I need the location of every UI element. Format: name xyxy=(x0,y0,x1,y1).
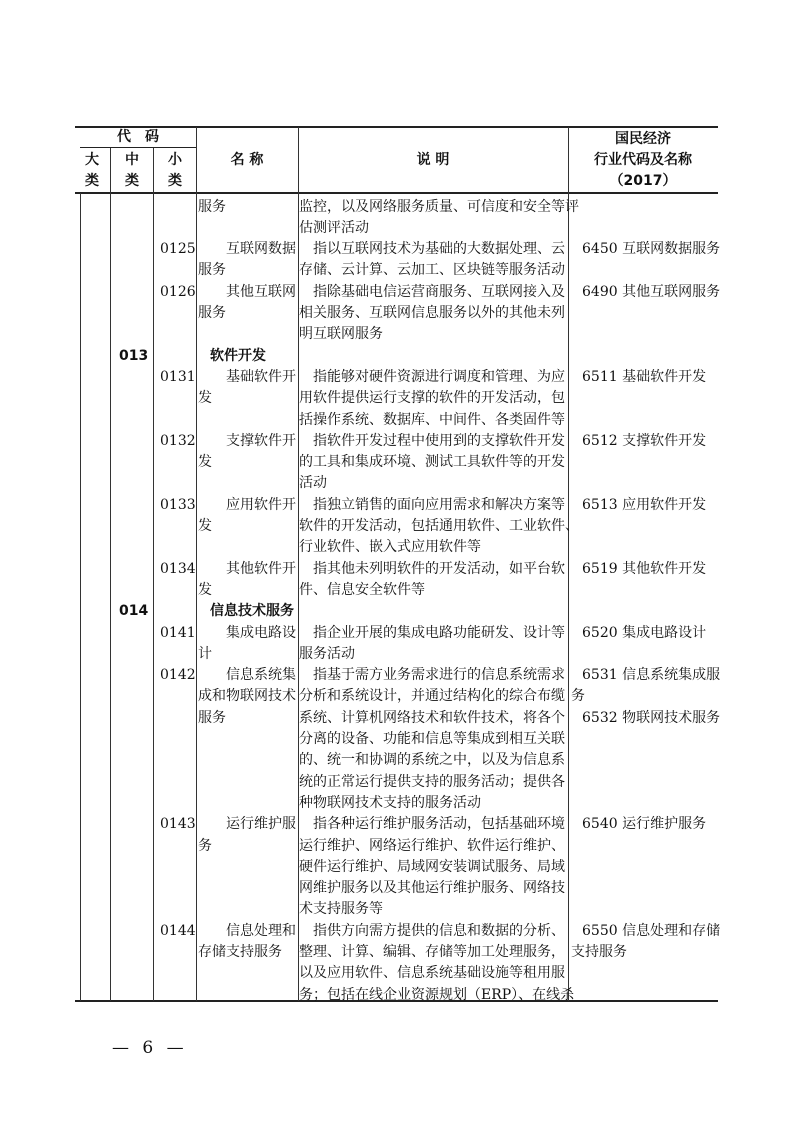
category-name: 服务 xyxy=(198,709,226,726)
category-description: 种物联网技术支持的服务活动 xyxy=(299,794,481,811)
category-name: 基础软件开 xyxy=(226,368,296,385)
category-name: 信息处理和 xyxy=(226,922,296,939)
industry-code-ref: 6540 运行维护服务 xyxy=(582,816,707,833)
category-description: 的工具和集成环境、测试工具软件等的开发 xyxy=(299,454,565,471)
category-description: 行业软件、嵌入式应用软件等 xyxy=(299,539,481,556)
category-description: 件、信息安全软件等 xyxy=(299,581,425,598)
industry-code-ref: 6512 支撑软件开发 xyxy=(582,432,707,449)
category-description: 指基于需方业务需求进行的信息系统需求 xyxy=(313,667,565,684)
minor-code: 0131 xyxy=(160,368,196,385)
industry-code-ref: 6513 应用软件开发 xyxy=(582,496,707,513)
category-name: 应用软件开 xyxy=(226,496,296,513)
industry-code-ref: 6490 其他互联网服务 xyxy=(582,283,721,300)
category-description: 以及应用软件、信息系统基础设施等租用服 xyxy=(299,965,565,982)
category-description: 用软件提供运行支撑的软件的开发活动，包 xyxy=(299,390,565,407)
category-name: 存储支持服务 xyxy=(198,944,282,960)
industry-code-ref: 6519 其他软件开发 xyxy=(582,560,707,577)
category-name: 信息系统集 xyxy=(226,667,296,684)
category-description: 括操作系统、数据库、中间件、各类固件等 xyxy=(299,411,565,428)
category-description: 统的正常运行提供支持的服务活动；提供各 xyxy=(299,773,565,790)
header-minor: 小类 xyxy=(168,152,182,189)
header-desc: 说 明 xyxy=(416,152,450,168)
minor-code: 0143 xyxy=(160,816,196,833)
header-code: 代 码 xyxy=(117,129,159,145)
minor-code: 0133 xyxy=(160,496,196,513)
category-name: 服务 xyxy=(198,262,226,279)
category-description: 指独立销售的面向应用需求和解决方案等 xyxy=(313,496,565,513)
category-name: 软件开发 xyxy=(210,347,266,364)
category-name: 支撑软件开 xyxy=(226,432,296,449)
category-name: 计 xyxy=(198,645,212,662)
category-description: 指以互联网技术为基础的大数据处理、云 xyxy=(313,241,565,258)
category-description: 运行维护、网络运行维护、软件运行维护、 xyxy=(299,837,565,854)
category-description: 指各种运行维护服务活动，包括基础环境 xyxy=(313,816,565,833)
category-description: 分离的设备、功能和信息等集成到相互关联 xyxy=(299,731,565,747)
col-border xyxy=(80,193,81,1001)
col-border xyxy=(568,127,569,1001)
category-name: 集成电路设 xyxy=(226,624,296,641)
category-description: 指除基础电信运营商服务、互联网接入及 xyxy=(313,283,565,300)
category-description: 指软件开发过程中使用到的支撑软件开发 xyxy=(313,432,565,449)
category-name: 服务 xyxy=(198,305,226,321)
category-name: 发 xyxy=(198,518,212,534)
minor-code: 0132 xyxy=(160,432,196,449)
category-description: 的、统一和协调的系统之中，以及为信息系 xyxy=(299,752,565,769)
header-major: 大类 xyxy=(85,152,99,189)
category-description: 服务活动 xyxy=(299,645,355,662)
category-name: 运行维护服 xyxy=(226,816,296,833)
category-description: 指企业开展的集成电路功能研发、设计等 xyxy=(313,624,565,641)
page-number: — 6 — xyxy=(112,1038,188,1058)
category-description: 相关服务、互联网信息服务以外的其他未列 xyxy=(299,305,565,321)
minor-code: 0126 xyxy=(160,283,196,300)
category-name: 服务 xyxy=(198,198,226,215)
category-description: 指其他未列明软件的开发活动，如平台软 xyxy=(313,560,565,577)
category-name: 发 xyxy=(198,390,212,407)
header-name: 名 称 xyxy=(230,152,264,168)
col-border xyxy=(196,127,197,1001)
category-description: 指供方向需方提供的信息和数据的分析、 xyxy=(313,922,565,939)
category-name: 务 xyxy=(198,837,212,854)
category-description: 分析和系统设计，并通过结构化的综合布缆 xyxy=(299,688,565,705)
category-description: 监控，以及网络服务质量、可信度和安全等评 xyxy=(299,198,579,215)
category-description: 术支持服务等 xyxy=(299,901,383,918)
category-name: 其他软件开 xyxy=(226,560,296,577)
category-description: 指能够对硬件资源进行调度和管理、为应 xyxy=(313,368,565,385)
category-description: 活动 xyxy=(299,475,327,492)
category-name: 发 xyxy=(198,581,212,598)
industry-code-ref: 务 xyxy=(571,688,585,705)
col-border xyxy=(110,148,111,1001)
category-name: 发 xyxy=(198,454,212,471)
industry-code-ref: 6511 基础软件开发 xyxy=(582,368,707,385)
category-name: 其他互联网 xyxy=(226,283,296,300)
industry-code-ref: 支持服务 xyxy=(571,944,627,960)
middle-code: 013 xyxy=(119,347,149,364)
minor-code: 0144 xyxy=(160,922,196,939)
header-bottom-rule xyxy=(75,192,718,194)
category-description: 整理、计算、编辑、存储等加工处理服务， xyxy=(299,944,565,960)
minor-code: 0125 xyxy=(160,241,196,258)
minor-code: 0134 xyxy=(160,560,196,577)
category-description: 软件的开发活动，包括通用软件、工业软件、 xyxy=(299,518,579,534)
minor-code: 0141 xyxy=(160,624,196,641)
middle-code: 014 xyxy=(119,603,149,620)
industry-code-ref: 6550 信息处理和存储 xyxy=(582,922,721,939)
category-description: 网维护服务以及其他运行维护服务、网络技 xyxy=(299,880,565,897)
category-name: 成和物联网技术 xyxy=(198,688,296,705)
category-name: 信息技术服务 xyxy=(210,603,294,620)
industry-code-ref: 6531 信息系统集成服 xyxy=(582,667,721,684)
header-middle: 中类 xyxy=(125,152,139,189)
category-description: 系统、计算机网络技术和软件技术，将各个 xyxy=(299,709,565,726)
category-description: 估测评活动 xyxy=(299,219,369,236)
header-ref-3: （2017） xyxy=(609,173,677,189)
category-description: 硬件运行维护、局域网安装调试服务、局域 xyxy=(299,858,565,875)
col-border xyxy=(153,148,154,1001)
minor-code: 0142 xyxy=(160,667,196,684)
industry-code-ref: 6532 物联网技术服务 xyxy=(582,709,721,726)
industry-code-ref: 6520 集成电路设计 xyxy=(582,624,707,641)
header-ref-2: 行业代码及名称 xyxy=(594,152,692,168)
category-description: 明互联网服务 xyxy=(299,326,383,343)
category-description: 存储、云计算、云加工、区块链等服务活动 xyxy=(299,262,565,279)
industry-code-ref: 6450 互联网数据服务 xyxy=(582,241,721,258)
category-description: 务；包括在线企业资源规划（ERP）、在线杀 xyxy=(299,986,575,1003)
header-ref-1: 国民经济 xyxy=(615,131,671,147)
category-name: 互联网数据 xyxy=(226,241,296,258)
